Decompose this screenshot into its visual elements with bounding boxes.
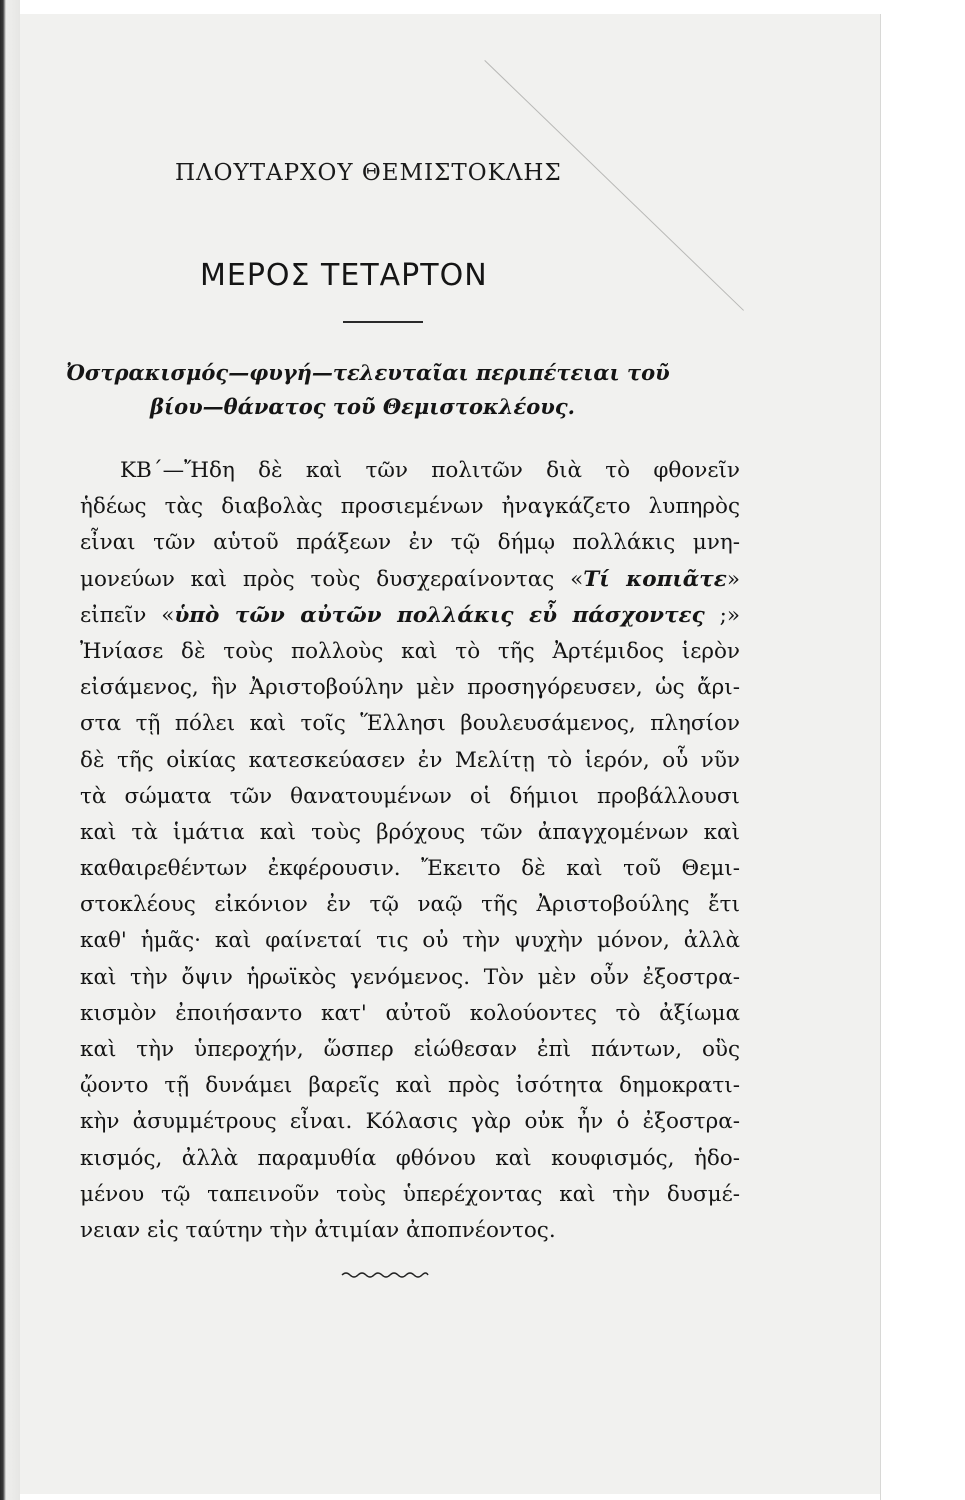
text-line: νειαν εἰς ταύτην τὴν ἀτιμίαν ἀποπνέοντος. bbox=[80, 1217, 556, 1243]
text-line: ἡδέως τὰς διαβολὰς προσιεμένων ἠναγκάζετο λυπηρὸς bbox=[80, 494, 740, 520]
text-line: μένου τῷ ταπεινοῦν τοὺς ὑπερέχοντας καὶ τὴν δυσμέ- bbox=[80, 1181, 740, 1207]
text-line: κισμὸν ἐποιήσαντο κατ' αὐτοῦ κολούοντες τὸ ἀξίωμα bbox=[80, 1000, 740, 1026]
summary-line-1: Ὀστρακισμός—φυγή—τελευταῖαι περιπέτειαι τοῦ bbox=[66, 360, 670, 385]
running-header: ΠΛΟΥΤΑΡΧΟΥ ΘΕΜΙΣΤΟΚΛΗΣ bbox=[175, 160, 562, 186]
summary-line-2: βίου—θάνατος τοῦ Θεμιστοκλέους. bbox=[150, 394, 575, 419]
text-line bbox=[80, 562, 740, 598]
text-line: Ἠνίασε δὲ τοὺς πολλοὺς καὶ τὸ τῆς Ἀρτέμιδος ἱερὸν bbox=[80, 638, 740, 664]
text-line: κισμός, ἀλλὰ παραμυθία φθόνου καὶ κουφισμός, ἡδο- bbox=[80, 1145, 740, 1171]
text-line: εἶναι τῶν αὑτοῦ πράξεων ἐν τῷ δήμῳ πολλάκις μνη- bbox=[80, 530, 740, 556]
emphasized-quote: ὑπὸ τῶν αὐτῶν πολλάκις εὖ πάσχοντες bbox=[174, 602, 705, 628]
part-title: ΜΕΡΟΣ ΤΕΤΑΡΤΟΝ bbox=[200, 258, 488, 293]
text-line: τὰ σώματα τῶν θανατουμένων οἱ δήμιοι προβάλλουσι bbox=[80, 783, 740, 809]
page-right-edge bbox=[880, 14, 965, 1500]
text-fragment: » bbox=[726, 566, 740, 592]
text-line bbox=[80, 598, 740, 634]
text-line: καθαιρεθέντων ἐκφέρουσιν. Ἔκειτο δὲ καὶ τοῦ Θεμι- bbox=[80, 856, 740, 882]
text-fragment: ;» bbox=[704, 602, 741, 628]
text-line: ΚΒ΄—Ἤδη δὲ καὶ τῶν πολιτῶν διὰ τὸ φθονεῖν bbox=[120, 458, 740, 483]
text-fragment: εἰπεῖν « bbox=[80, 602, 175, 628]
text-line: καθ' ἡμᾶς· καὶ φαίνεταί τις οὐ τὴν ψυχὴν μόνον, ἀλλὰ bbox=[80, 928, 740, 954]
text-line: καὶ τὴν ὄψιν ἡρωϊκὸς γενόμενος. Τὸν μὲν οὖν ἐξοστρα- bbox=[80, 964, 740, 990]
text-line: δὲ τῆς οἰκίας κατεσκεύασεν ἐν Μελίτῃ τὸ ἱερόν, οὗ νῦν bbox=[80, 747, 740, 773]
scan-binding-edge bbox=[0, 0, 20, 1500]
text-line: εἰσάμενος, ἣν Ἀριστοβούλην μὲν προσηγόρευσεν, ὡς ἄρι- bbox=[80, 675, 740, 701]
top-margin bbox=[20, 0, 965, 14]
main-text bbox=[80, 453, 740, 1249]
text-line: καὶ τὰ ἱμάτια καὶ τοὺς βρόχους τῶν ἀπαγχομένων καὶ bbox=[80, 819, 740, 845]
title-rule bbox=[343, 321, 423, 323]
text-line: στοκλέους εἰκόνιον ἐν τῷ ναῷ τῆς Ἀριστοβούλης ἔτι bbox=[80, 892, 740, 918]
text-line: στα τῇ πόλει καὶ τοῖς Ἕλλησι βουλευσάμενος, πλησίον bbox=[80, 711, 740, 737]
text-line: καὶ τὴν ὑπεροχήν, ὥσπερ εἰώθεσαν ἐπὶ πάντων, οὓς bbox=[80, 1037, 740, 1062]
emphasized-quote: Τί κοπιᾶτε bbox=[583, 566, 727, 592]
text-fragment: μονεύων καὶ πρὸς τοὺς δυσχεραίνοντας « bbox=[80, 566, 584, 592]
text-line: κὴν ἀσυμμέτρους εἶναι. Κόλασις γὰρ οὐκ ἦν ὁ ἐξοστρα- bbox=[80, 1109, 740, 1135]
end-ornament bbox=[340, 1270, 430, 1278]
text-line: ᾤοντο τῇ δυνάμει βαρεῖς καὶ πρὸς ἰσότητα δημοκρατι- bbox=[80, 1073, 740, 1099]
